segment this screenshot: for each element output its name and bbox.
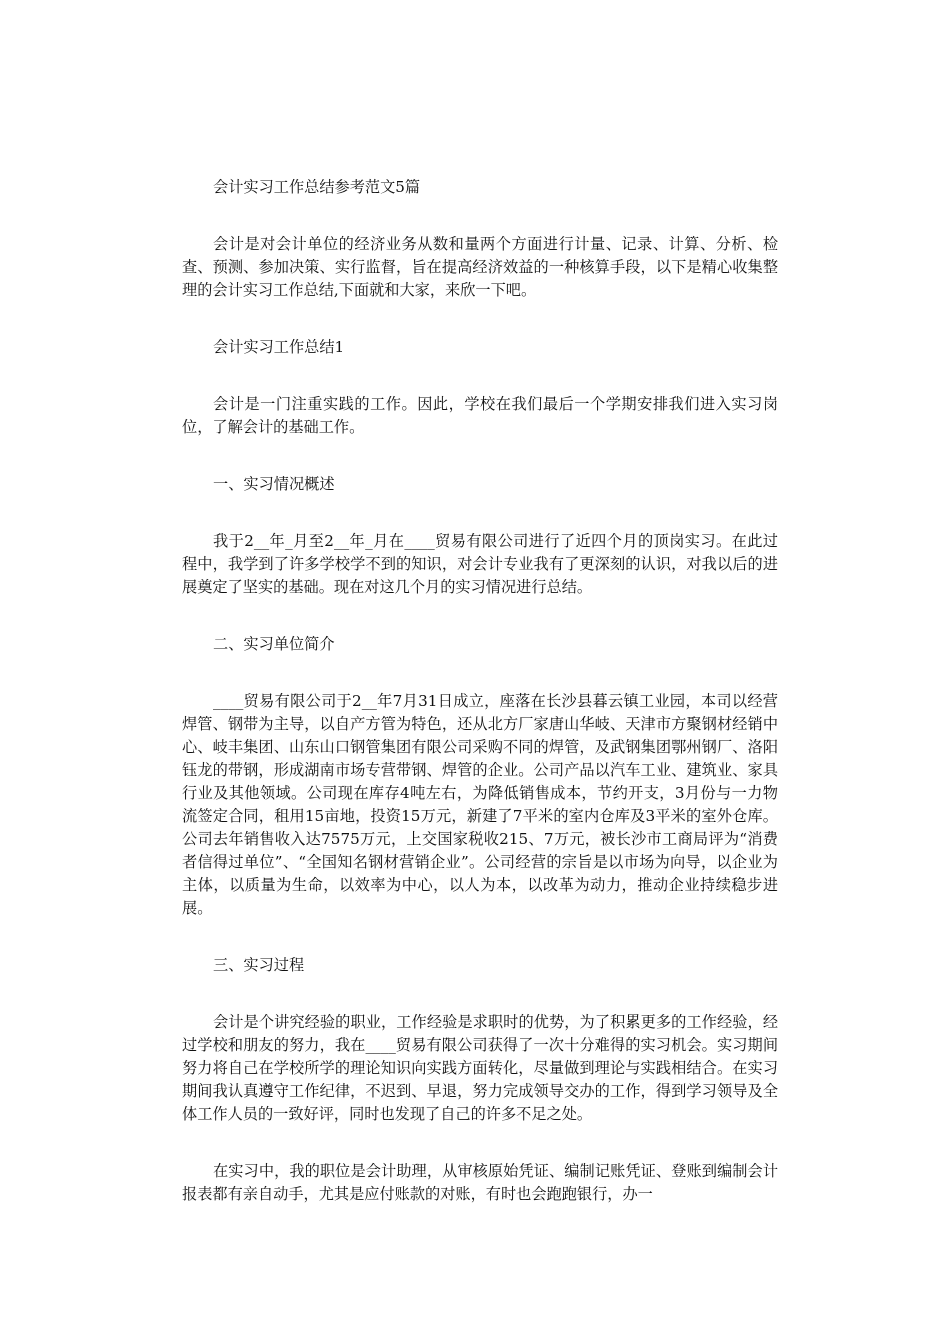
heading-company: 二、实习单位简介 <box>213 635 335 653</box>
paragraph-2: 我于2__年_月至2__年_月在____贸易有限公司进行了近四个月的顶岗实习。在此过程中，我学到了许多学校学不到的知识，对会计专业我有了更深刻的认识，对我以后的进展奠定了坚实的基础。现在对这几个月的实习情况进行总结。 <box>182 532 778 596</box>
paragraph-3: ____贸易有限公司于2__年7月31日成立，座落在长沙县暮云镇工业园，本司以经营焊管、钢带为主导，以自产方管为特色，还从北方厂家唐山华岐、天津市方聚钢材经销中心、岐丰集团、山东山口钢管集团有限公司采购不同的焊管，及武钢集团鄂州钢厂、洛阳钰龙的带钢，形成湖南市场专营带钢、焊管的企业。公司产品以汽车工业、建筑业、家具行业及其他领域。公司现在库存4吨左右，为降低销售成本，节约开支，3月份与一力物流签定合同，租用15亩地，投资15万元，新建了7平米的室内仓库及3平米的室外仓库。公司去年销售收入达7575万元，上交国家税收215、7万元，被长沙市工商局评为“消费者信得过单位”、“全国知名钢材营销企业”。公司经营的宗旨是以市场为向导，以企业为主体，以质量为生命，以效率为中心，以人为本，以改革为动力，推动企业持续稳步进展。 <box>182 692 778 917</box>
paragraph-1: 会计是一门注重实践的工作。因此，学校在我们最后一个学期安排我们进入实习岗位，了解会计的基础工作。 <box>182 395 778 436</box>
heading-process: 三、实习过程 <box>213 956 305 974</box>
paragraph-5: 在实习中，我的职位是会计助理，从审核原始凭证、编制记账凭证、登账到编制会计报表都有亲自动手，尤其是应付账款的对账，有时也会跑跑银行，办一 <box>182 1162 778 1203</box>
paragraph-4: 会计是个讲究经验的职业，工作经验是求职时的优势，为了积累更多的工作经验，经过学校和朋友的努力，我在____贸易有限公司获得了一次十分难得的实习机会。实习期间努力将自己在学校所学的理论知识向实践方面转化，尽量做到理论与实践相结合。在实习期间我认真遵守工作纪律，不迟到、早退，努力完成领导交办的工作，得到学习领导及全体工作人员的一致好评，同时也发现了自己的许多不足之处。 <box>182 1013 778 1123</box>
document-page <box>182 176 778 1206</box>
intro-paragraph: 会计是对会计单位的经济业务从数和量两个方面进行计量、记录、计算、分析、检查、预测、参加决策、实行监督，旨在提高经济效益的一种核算手段，以下是精心收集整理的会计实习工作总结,下面就和大家，来欣一下吧。 <box>182 235 778 299</box>
document-title: 会计实习工作总结参考范文5篇 <box>213 178 421 196</box>
heading-overview: 一、实习情况概述 <box>213 475 335 493</box>
section-title: 会计实习工作总结1 <box>213 338 345 356</box>
